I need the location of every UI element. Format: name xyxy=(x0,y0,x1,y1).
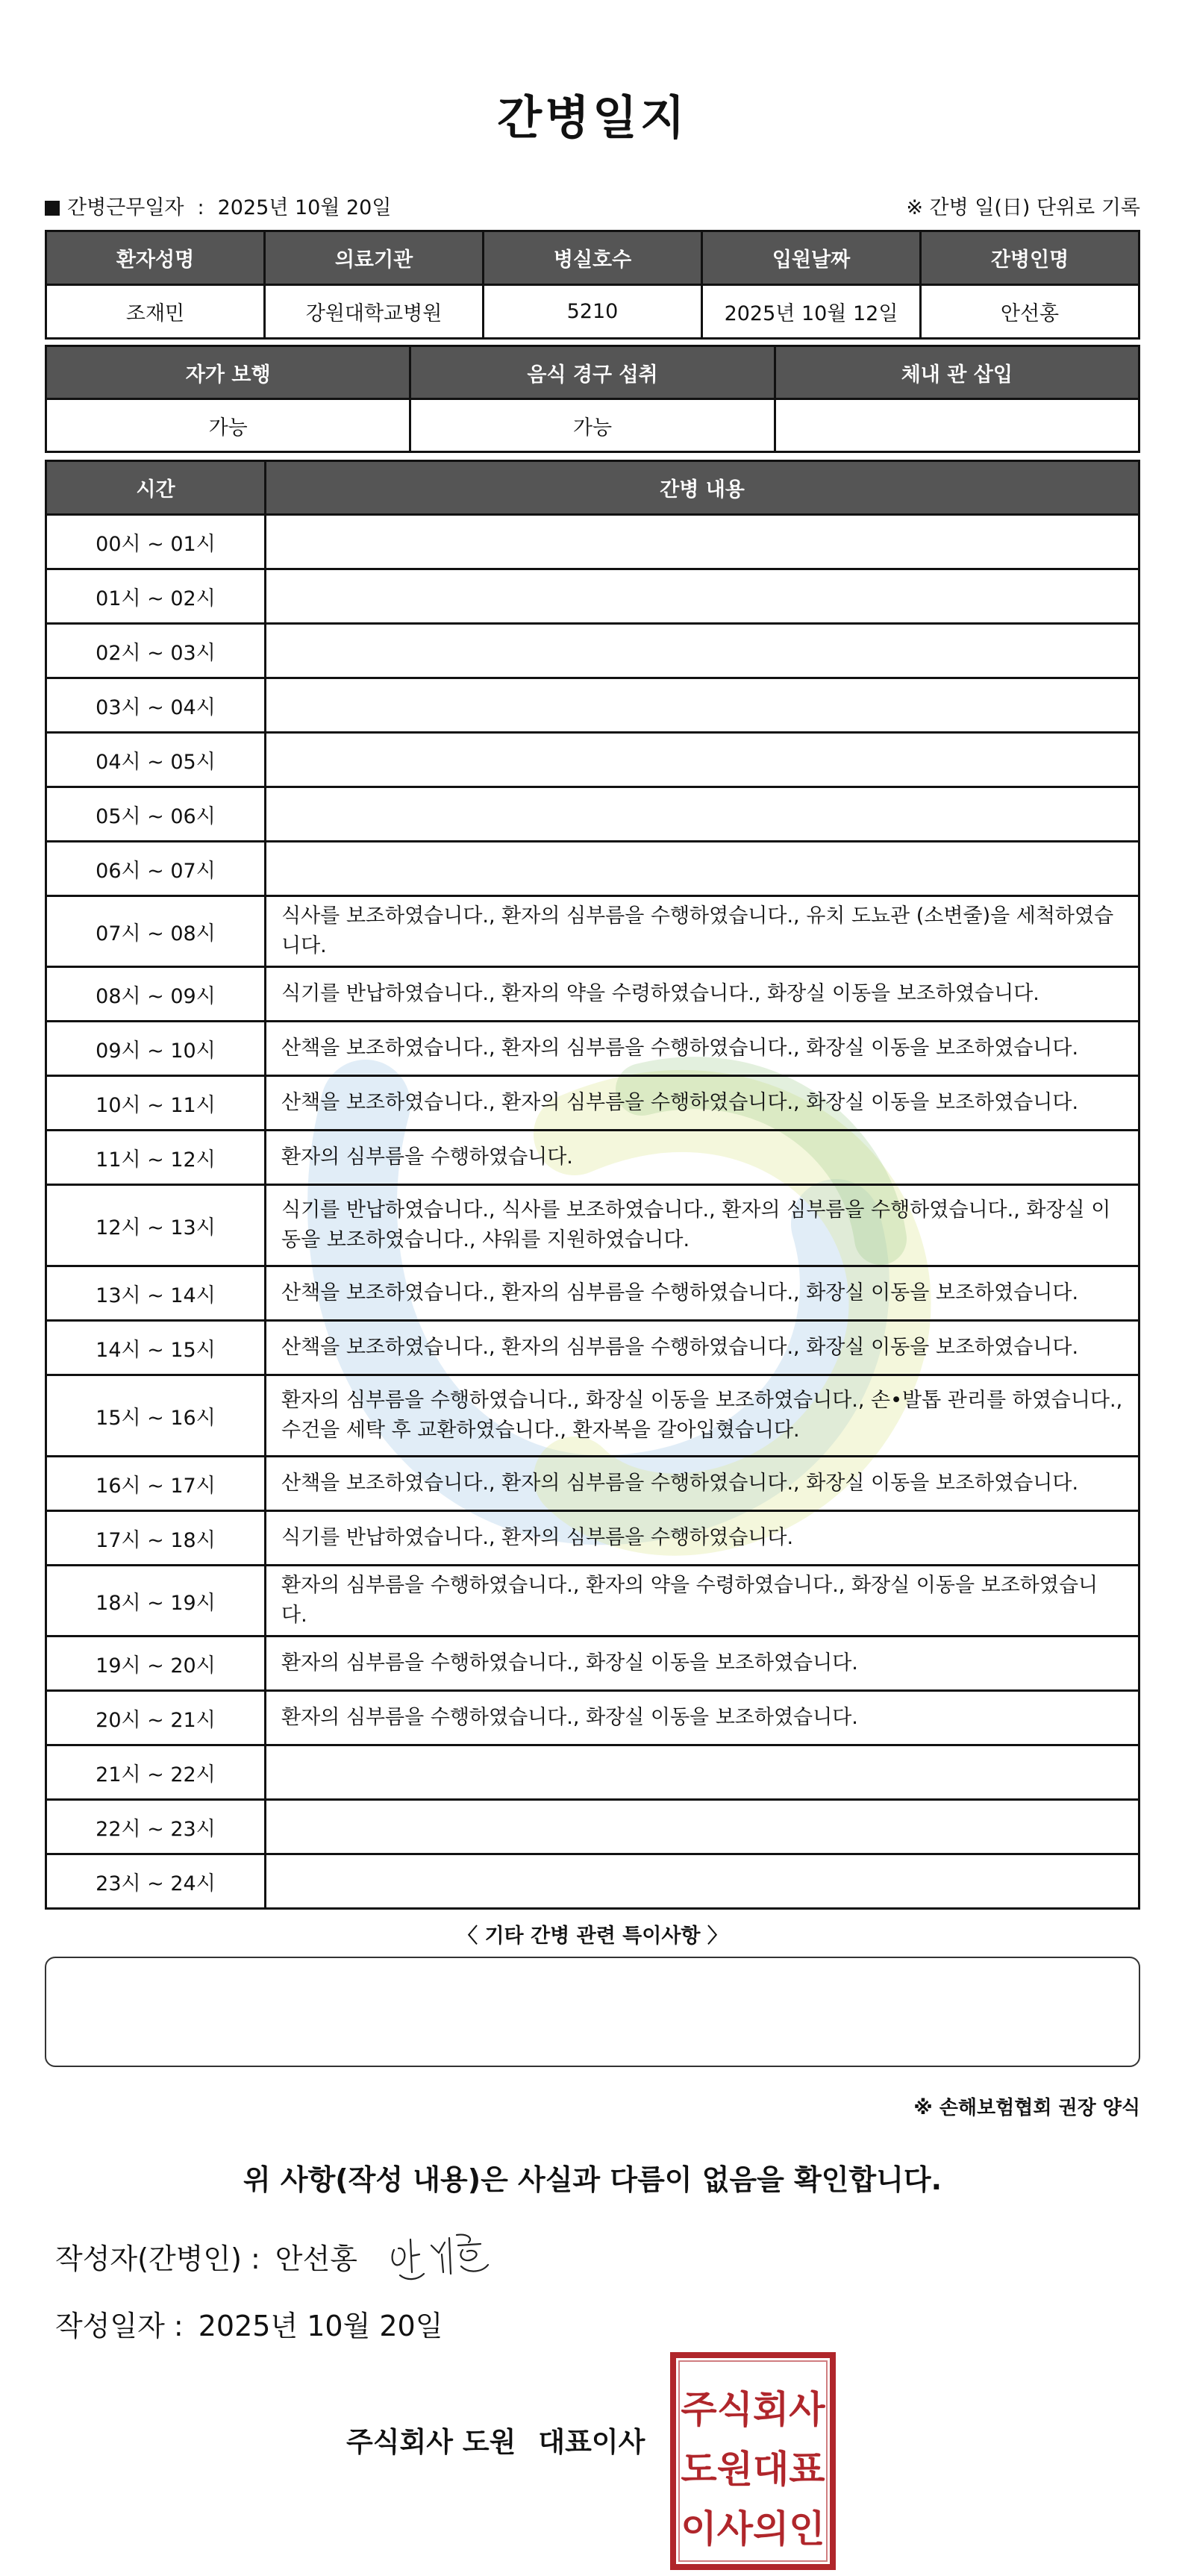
table-row xyxy=(46,1185,1139,1266)
seal-line-3: 이사의인 xyxy=(681,2507,825,2551)
care-log-table xyxy=(45,460,1140,1910)
seal-line-2: 도원대표 xyxy=(681,2448,825,2491)
log-content xyxy=(266,733,1139,787)
log-content xyxy=(266,1800,1139,1854)
log-time: 11시 ~ 12시 xyxy=(46,1131,266,1185)
table-row xyxy=(46,1076,1139,1131)
work-date-value: 2025년 10월 20일 xyxy=(217,196,392,219)
header-patient-name: 환자성명 xyxy=(46,231,265,285)
table-row xyxy=(46,1375,1139,1457)
writer-line xyxy=(55,2236,357,2277)
written-date-line xyxy=(55,2303,443,2344)
table-row xyxy=(46,1800,1139,1854)
table-row xyxy=(46,967,1139,1022)
log-time: 20시 ~ 21시 xyxy=(46,1691,266,1745)
work-date-label: 간병근무일자 xyxy=(67,196,184,219)
log-time: 13시 ~ 14시 xyxy=(46,1266,266,1321)
care-log-header-row xyxy=(46,461,1139,515)
table-row xyxy=(46,1266,1139,1321)
log-content: 환자의 심부름을 수행하였습니다., 화장실 이동을 보조하였습니다., 손•발톱 관리를 하였습니다., 수건을 세탁 후 교환하였습니다., 환자복을 갈아입혔습니다. xyxy=(266,1375,1139,1457)
table-row xyxy=(46,1022,1139,1076)
log-time: 16시 ~ 17시 xyxy=(46,1457,266,1511)
caregiver-name: 안선홍 xyxy=(921,285,1139,339)
header-tube-insertion: 체내 관 삽입 xyxy=(775,346,1139,399)
header-care-content: 간병 내용 xyxy=(266,461,1139,515)
square-bullet-icon xyxy=(45,201,60,216)
log-content: 산책을 보조하였습니다., 환자의 심부름을 수행하였습니다., 화장실 이동을 보조하였습니다. xyxy=(266,1457,1139,1511)
room-number: 5210 xyxy=(484,285,702,339)
log-content: 환자의 심부름을 수행하였습니다., 환자의 약을 수령하였습니다., 화장실 이동을 보조하였습니다. xyxy=(266,1566,1139,1636)
confirmation-statement: 위 사항(작성 내용)은 사실과 다름이 없음을 확인합니다. xyxy=(243,2163,942,2196)
log-content: 식사를 보조하였습니다., 환자의 심부름을 수행하였습니다., 유치 도뇨관 (소변줄)을 세척하였습니다. xyxy=(266,896,1139,967)
log-time: 03시 ~ 04시 xyxy=(46,678,266,733)
header-caregiver-name: 간병인명 xyxy=(921,231,1139,285)
company-name: 주식회사 도원 xyxy=(346,2426,516,2458)
patient-name: 조재민 xyxy=(46,285,265,339)
log-time: 14시 ~ 15시 xyxy=(46,1321,266,1375)
table-row xyxy=(46,1636,1139,1691)
written-date-value: 2025년 10월 20일 xyxy=(198,2310,443,2342)
log-content: 산책을 보조하였습니다., 환자의 심부름을 수행하였습니다., 화장실 이동을 보조하였습니다. xyxy=(266,1022,1139,1076)
log-time: 07시 ~ 08시 xyxy=(46,896,266,967)
table-row xyxy=(46,624,1139,678)
log-time: 04시 ~ 05시 xyxy=(46,733,266,787)
log-content xyxy=(266,842,1139,896)
table-row xyxy=(46,733,1139,787)
patient-status-value-row xyxy=(46,399,1139,452)
table-row xyxy=(46,1691,1139,1745)
admission-date: 2025년 10월 12일 xyxy=(702,285,921,339)
table-row xyxy=(46,1321,1139,1375)
patient-info-table xyxy=(45,230,1140,340)
log-content xyxy=(266,678,1139,733)
log-content xyxy=(266,569,1139,624)
log-time: 15시 ~ 16시 xyxy=(46,1375,266,1457)
log-content: 식기를 반납하였습니다., 환자의 약을 수령하였습니다., 화장실 이동을 보조하였습니다. xyxy=(266,967,1139,1022)
header-room-number: 병실호수 xyxy=(484,231,702,285)
patient-info-value-row xyxy=(46,285,1139,339)
table-row xyxy=(46,1566,1139,1636)
header-admission-date: 입원날짜 xyxy=(702,231,921,285)
log-time: 00시 ~ 01시 xyxy=(46,515,266,569)
unit-note: ※ 간병 일(日) 단위로 기록 xyxy=(906,196,1140,219)
log-time: 21시 ~ 22시 xyxy=(46,1745,266,1800)
log-content: 산책을 보조하였습니다., 환자의 심부름을 수행하였습니다., 화장실 이동을 보조하였습니다. xyxy=(266,1321,1139,1375)
log-content xyxy=(266,1854,1139,1909)
patient-status-header-row xyxy=(46,346,1139,399)
company-line xyxy=(346,2419,645,2460)
table-row xyxy=(46,842,1139,896)
log-time: 18시 ~ 19시 xyxy=(46,1566,266,1636)
log-content xyxy=(266,515,1139,569)
log-content: 환자의 심부름을 수행하였습니다. xyxy=(266,1131,1139,1185)
log-content: 산책을 보조하였습니다., 환자의 심부름을 수행하였습니다., 화장실 이동을 보조하였습니다. xyxy=(266,1076,1139,1131)
writer-label: 작성자(간병인) : xyxy=(55,2242,260,2275)
document-title: 간병일지 xyxy=(497,90,688,145)
hospital-name: 강원대학교병원 xyxy=(265,285,484,339)
log-time: 17시 ~ 18시 xyxy=(46,1511,266,1566)
patient-status-table xyxy=(45,345,1140,453)
table-row xyxy=(46,569,1139,624)
log-content xyxy=(266,624,1139,678)
work-date-line xyxy=(45,191,391,220)
log-time: 22시 ~ 23시 xyxy=(46,1800,266,1854)
table-row xyxy=(46,1131,1139,1185)
log-content xyxy=(266,1745,1139,1800)
log-time: 10시 ~ 11시 xyxy=(46,1076,266,1131)
care-log-rows xyxy=(46,515,1139,1909)
table-row xyxy=(46,515,1139,569)
log-content: 식기를 반납하였습니다., 식사를 보조하였습니다., 환자의 심부름을 수행하였습니다., 화장실 이동을 보조하였습니다., 샤워를 지원하였습니다. xyxy=(266,1185,1139,1266)
log-time: 02시 ~ 03시 xyxy=(46,624,266,678)
tube-insertion-value xyxy=(775,399,1139,452)
log-content: 환자의 심부름을 수행하였습니다., 화장실 이동을 보조하였습니다. xyxy=(266,1691,1139,1745)
remarks-title: 〈 기타 간병 관련 특이사항 〉 xyxy=(457,1925,728,1948)
written-date-label: 작성일자 : xyxy=(55,2310,184,2342)
table-row xyxy=(46,1457,1139,1511)
form-note: ※ 손해보험협회 권장 양식 xyxy=(913,2097,1140,2119)
table-row xyxy=(46,1854,1139,1909)
table-row xyxy=(46,896,1139,967)
header-hospital: 의료기관 xyxy=(265,231,484,285)
log-time: 09시 ~ 10시 xyxy=(46,1022,266,1076)
handwritten-signature xyxy=(385,2220,497,2287)
table-row xyxy=(46,1511,1139,1566)
remarks-box xyxy=(45,1957,1140,2067)
self-walking-value: 가능 xyxy=(46,399,410,452)
log-time: 08시 ~ 09시 xyxy=(46,967,266,1022)
seal-line-1: 주식회사 xyxy=(681,2388,825,2431)
log-content xyxy=(266,787,1139,842)
company-seal-stamp xyxy=(669,2351,837,2572)
work-date-separator: : xyxy=(197,196,204,219)
table-row xyxy=(46,1745,1139,1800)
writer-name: 안선홍 xyxy=(275,2242,357,2275)
table-row xyxy=(46,678,1139,733)
log-content: 환자의 심부름을 수행하였습니다., 화장실 이동을 보조하였습니다. xyxy=(266,1636,1139,1691)
header-oral-intake: 음식 경구 섭취 xyxy=(410,346,775,399)
log-time: 06시 ~ 07시 xyxy=(46,842,266,896)
log-content: 산책을 보조하였습니다., 환자의 심부름을 수행하였습니다., 화장실 이동을 보조하였습니다. xyxy=(266,1266,1139,1321)
log-time: 01시 ~ 02시 xyxy=(46,569,266,624)
log-time: 12시 ~ 13시 xyxy=(46,1185,266,1266)
header-self-walking: 자가 보행 xyxy=(46,346,410,399)
representative-title: 대표이사 xyxy=(538,2426,645,2458)
log-time: 05시 ~ 06시 xyxy=(46,787,266,842)
log-time: 19시 ~ 20시 xyxy=(46,1636,266,1691)
table-row xyxy=(46,787,1139,842)
log-content: 식기를 반납하였습니다., 환자의 심부름을 수행하였습니다. xyxy=(266,1511,1139,1566)
log-time: 23시 ~ 24시 xyxy=(46,1854,266,1909)
patient-info-header-row xyxy=(46,231,1139,285)
oral-intake-value: 가능 xyxy=(410,399,775,452)
header-time: 시간 xyxy=(46,461,266,515)
